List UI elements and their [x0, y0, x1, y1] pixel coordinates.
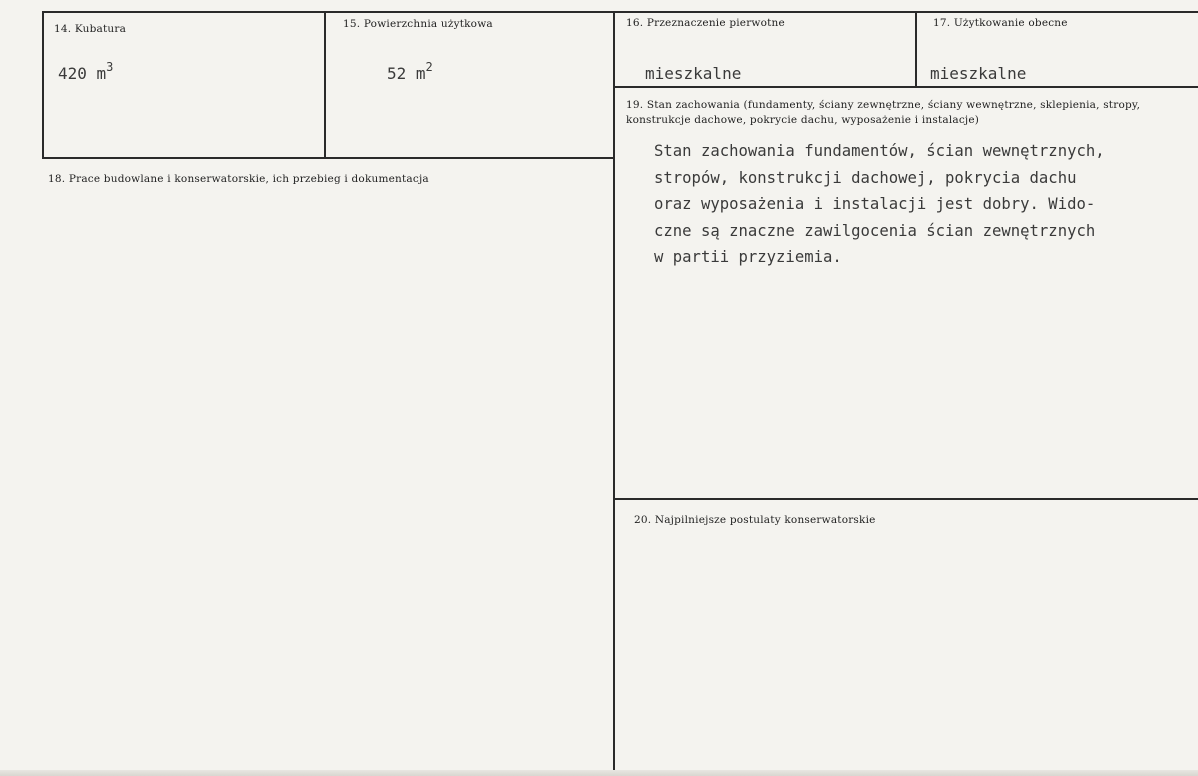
field-19-line: oraz wyposażenia i instalacji jest dobry. Wido-: [654, 195, 1096, 213]
field-18-label: 18. Prace budowlane i konserwatorskie, ich przebieg i dokumentacja: [48, 173, 429, 185]
field-19-line: stropów, konstrukcji dachowej, pokrycia dachu: [654, 168, 1077, 187]
rule-under-16-17: [614, 86, 1198, 88]
field-17-label: 17. Użytkowanie obecne: [933, 17, 1068, 29]
field-15-label: 15. Powierzchnia użytkowa: [343, 18, 493, 30]
field-19-text: [654, 138, 1105, 271]
rule-center: [613, 11, 615, 776]
rule-under-19: [614, 498, 1198, 500]
field-14-value: 420 $m^3$: [58, 60, 114, 83]
field-20-label: 20. Najpilniejsze postulaty konserwatorskie: [634, 514, 876, 526]
field-19-line: Stan zachowania fundamentów, ścian wewnętrznych,: [654, 142, 1105, 160]
rule-14-15: [324, 11, 326, 159]
field-19-label: 19. Stan zachowania (fundamenty, ściany zewnętrzne, ściany wewnętrzne, sklepienia, stropy, konstrukcje dachowe, pokrycie dachu, wyposażenie i instalacje): [626, 99, 1141, 126]
rule-top: [42, 11, 1198, 13]
field-17-value: mieszkalne: [930, 64, 1027, 83]
field-15-value: 52 $m^2$: [387, 60, 433, 83]
rule-16-17: [915, 11, 917, 88]
field-19-line: czne są znaczne zawilgocenia ścian zewnętrznych: [654, 221, 1096, 240]
page-bottom-edge: [0, 770, 1198, 776]
rule-left: [42, 11, 44, 159]
field-19-line: w partii przyziemia.: [654, 248, 842, 266]
field-14-label: 14. Kubatura: [54, 23, 127, 35]
field-16-label: 16. Przeznaczenie pierwotne: [626, 17, 785, 29]
rule-under-14-15: [42, 157, 615, 159]
field-16-value: mieszkalne: [645, 64, 742, 83]
